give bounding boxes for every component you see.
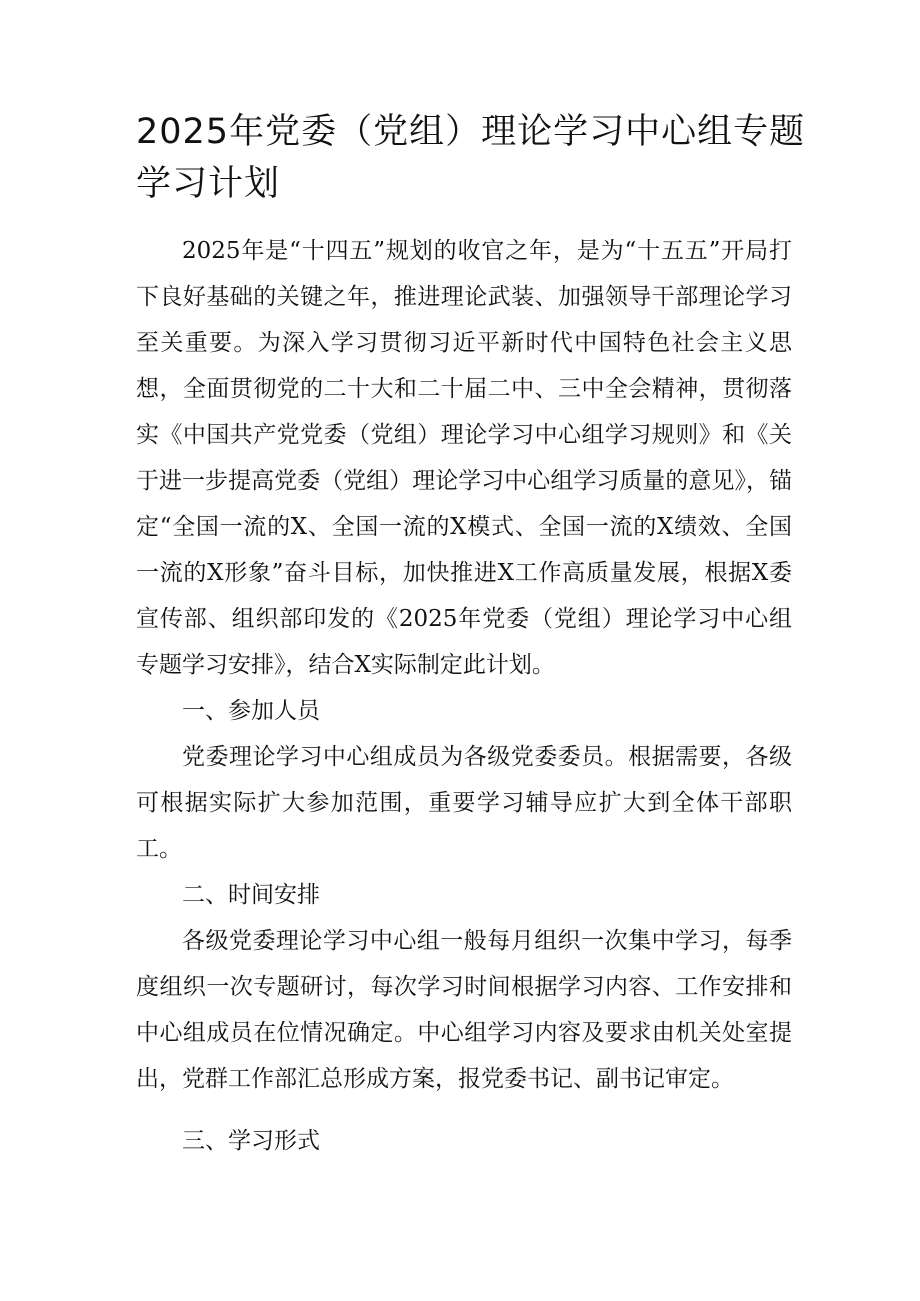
- section-body-schedule: 各级党委理论学习中心组一般每月组织一次集中学习，每季度组织一次专题研讨，每次学习时间根据学习内容、工作安排和中心组成员在位情况确定。中心组学习内容及要求由机关处室提出，党群工作部汇总形成方案，报党委书记、副书记审定。: [136, 928, 792, 1092]
- intro-paragraph: 2025年是“十四五”规划的收官之年，是为“十五五”开局打下良好基础的关键之年，推进理论武装、加强领导干部理论学习至关重要。为深入学习贯彻习近平新时代中国特色社会主义思想，全面贯彻党的二十大和二十届二中、三中全会精神，贯彻落实《中国共产党党委（党组）理论学习中心组学习规则》和《关于进一步提高党委（党组）理论学习中心组学习质量的意见》，锚定“全国一流的X、全国一流的X模式、全国一流的X绩效、全国一流的X形象”奋斗目标，加快推进X工作高质量发展，根据X委宣传部、组织部印发的《2025年党委（党组）理论学习中心组专题学习安排》，结合X实际制定此计划。: [136, 238, 792, 678]
- section-heading-schedule: 二、时间安排: [182, 882, 320, 908]
- document-body: [136, 228, 792, 1164]
- section-body-participants: 党委理论学习中心组成员为各级党委委员。根据需要，各级可根据实际扩大参加范围，重要学习辅导应扩大到全体干部职工。: [136, 744, 792, 862]
- document-title: 2025年党委（党组）理论学习中心组专题学习计划: [136, 112, 806, 204]
- section-heading-format: 三、学习形式: [182, 1128, 320, 1154]
- section-heading-participants: 一、参加人员: [182, 698, 320, 724]
